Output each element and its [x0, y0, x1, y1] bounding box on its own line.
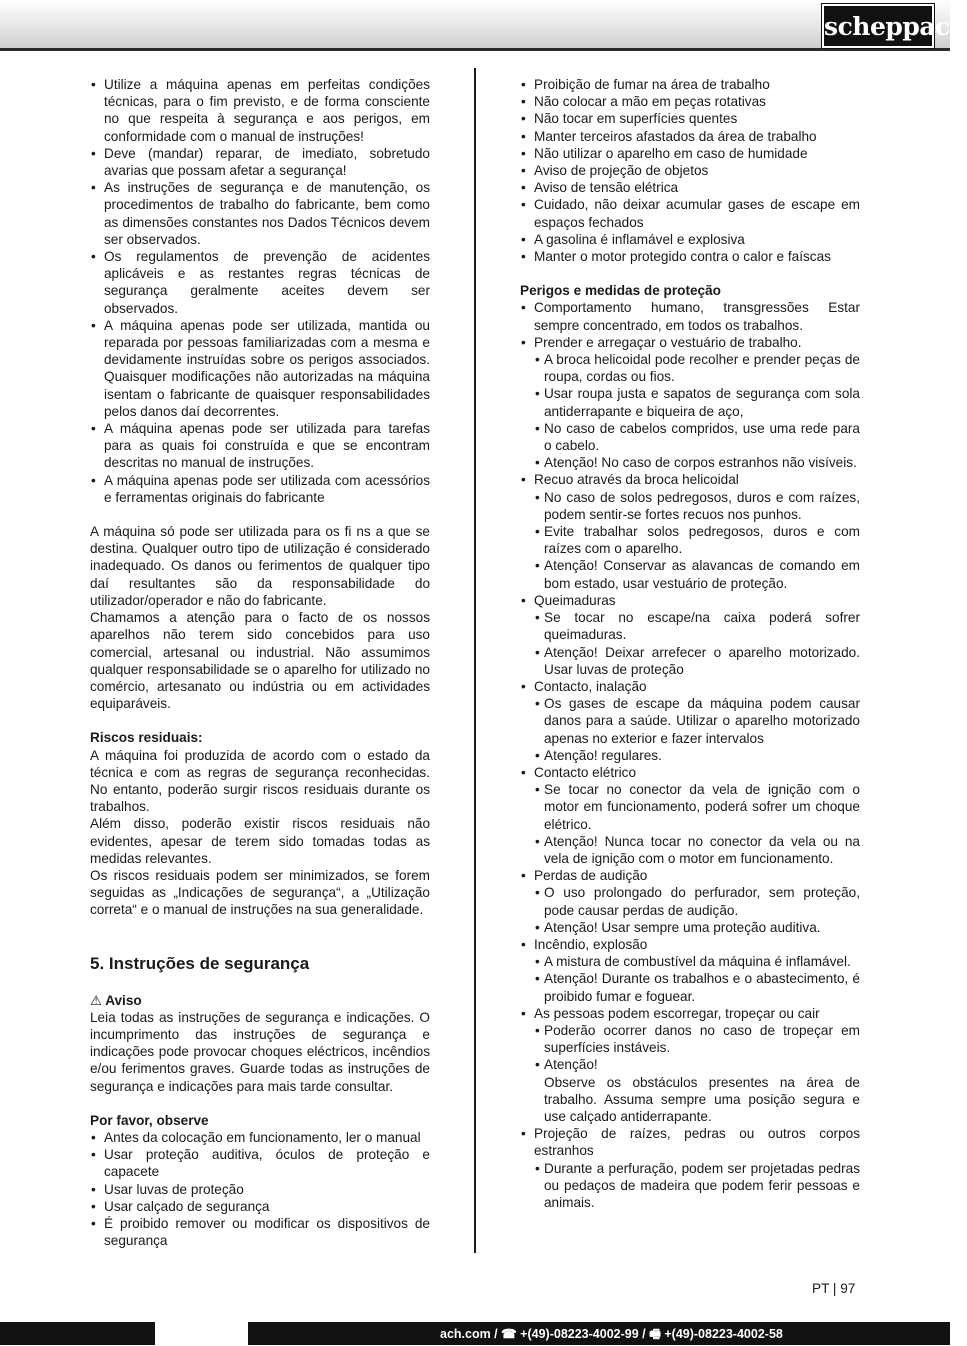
- observe-bullet-list: [90, 1129, 430, 1249]
- footer-gap: [155, 1322, 248, 1345]
- warning-triangle-icon: ⚠: [90, 992, 103, 1008]
- hazard-item: [520, 678, 860, 764]
- hazard-item: [520, 936, 860, 1005]
- hazard-measure: • Se tocar no escape/na caixa poderá sofrer queimaduras.: [534, 609, 860, 643]
- hazard-label: Contacto, inalação: [534, 678, 647, 694]
- list-item: • É proibido remover ou modificar os dispositivos de segurança: [90, 1215, 430, 1249]
- list-item: • Os regulamentos de prevenção de acidentes aplicáveis e as restantes regras técnicas de segurança geralmente aceites devem ser observados.: [90, 248, 430, 317]
- hazard-measure: • O uso prolongado do perfurador, sem proteção, pode causar perdas de audição.: [534, 884, 860, 918]
- residual-risks-heading: Riscos residuais:: [90, 730, 203, 746]
- commercial-use-paragraph: Chamamos a atenção para o facto de os nossos aparelhos não terem sido concebidos para uso comercial, artesanal ou industrial. Não assumimos qualquer responsabilidade se o aparelho for utilizado no comércio, artesanato ou indústria ou em actividades equiparáveis.: [90, 610, 430, 712]
- list-item: • Usar proteção auditiva, óculos de proteção e capacete: [90, 1146, 430, 1180]
- hazard-measure: • No caso de cabelos compridos, use uma rede para o cabelo.: [534, 420, 860, 454]
- hazard-label: Perdas de audição: [534, 868, 648, 884]
- hazard-item: [520, 764, 860, 867]
- list-item: • Não tocar em superfícies quentes: [520, 110, 860, 127]
- hazard-item: [520, 1005, 860, 1125]
- list-item: • Manter terceiros afastados da área de trabalho: [520, 128, 860, 145]
- hazard-measure: • No caso de solos pedregosos, duros e com raízes, podem sentir-se fortes recuos nos punhos.: [534, 489, 860, 523]
- hazard-label: Prender e arregaçar o vestuário de trabalho.: [534, 334, 802, 350]
- list-item: • Não colocar a mão em peças rotativas: [520, 93, 860, 110]
- warning-heading-label: Aviso: [105, 992, 142, 1008]
- header-bar: [0, 0, 950, 48]
- list-item: • Cuidado, não deixar acumular gases de escape em espaços fechados: [520, 196, 860, 230]
- header-rule: [0, 48, 950, 51]
- symbol-explanation-list: [520, 76, 860, 265]
- residual-risks-paragraph-1: A máquina foi produzida de acordo com o estado da técnica e com as regras de segurança reconhecidas. No entanto, poderão surgir riscos residuais durante os trabalhos.: [90, 747, 430, 815]
- left-column: [90, 76, 430, 1249]
- hazard-item: [520, 471, 860, 591]
- hazards-list: [520, 299, 860, 1211]
- hazard-measure: • Atenção! Nunca tocar no conector da vela ou na vela de ignição com o motor em funcionamento.: [534, 833, 860, 867]
- hazard-measure: • Durante a perfuração, podem ser projetadas pedras ou pedaços de madeira que podem ferir pessoas e animais.: [534, 1160, 860, 1212]
- hazard-label: Incêndio, explosão: [534, 936, 648, 952]
- hazard-label: Projeção de raízes, pedras ou outros corpos estranhos: [534, 1126, 860, 1159]
- warning-heading: [90, 992, 430, 1009]
- footer-contact: ach.com / ☎ +(49)-08223-4002-99 / 🖷 +(49)-08223-4002-58: [440, 1327, 783, 1341]
- warning-paragraph: Leia todas as instruções de segurança e indicações. O incumprimento das instruções de segurança e indicações pode provocar choques eléctricos, incêndios e/ou ferimentos graves. Guarde todas as instruções de segurança e indicações para mais tarde consultar.: [90, 1009, 430, 1094]
- hazard-item: [520, 1125, 860, 1211]
- list-item: • Usar calçado de segurança: [90, 1198, 430, 1215]
- hazard-measure: • Os gases de escape da máquina podem causar danos para a saúde. Utilizar o aparelho motorizado apenas no exterior e fazer intervalos: [534, 695, 860, 747]
- hazard-measure: • Atenção! Conservar as alavancas de comando em bom estado, usar vestuário de proteção.: [534, 557, 860, 591]
- hazard-label: Recuo através da broca helicoidal: [534, 472, 739, 488]
- hazard-measures-list: [534, 609, 860, 678]
- hazard-measures-list: [534, 1160, 860, 1212]
- hazard-measure: • Atenção! Deixar arrefecer o aparelho motorizado. Usar luvas de proteção: [534, 644, 860, 678]
- list-item: • A máquina apenas pode ser utilizada com acessórios e ferramentas originais do fabricante: [90, 472, 430, 506]
- list-item: • A máquina apenas pode ser utilizada, mantida ou reparada por pessoas familiarizadas com a mesma e devidamente instruídas sobre os perigos associados. Quaisquer modificações não autorizadas na máquina isentam o fabricante de quaisquer responsabilidades pelos danos daí decorrentes.: [90, 317, 430, 420]
- hazard-measures-list: [534, 884, 860, 936]
- column-divider: [474, 68, 476, 1253]
- hazard-label: Contacto elétrico: [534, 764, 637, 780]
- hazard-measures-list: [534, 953, 860, 1005]
- hazard-measure: • Se tocar no conector da vela de ignição com o motor em funcionamento, poderá sofrer um choque elétrico.: [534, 781, 860, 833]
- hazard-label: Comportamento humano, transgressões Estar sempre concentrado, em todos os trabalhos.: [534, 300, 860, 333]
- hazard-measures-list: [534, 781, 860, 867]
- list-item: • Deve (mandar) reparar, de imediato, sobretudo avarias que possam afetar a segurança!: [90, 145, 430, 179]
- hazard-label: As pessoas podem escorregar, tropeçar ou cair: [534, 1005, 820, 1021]
- hazards-heading: Perigos e medidas de proteção: [520, 283, 721, 299]
- hazard-measures-list: [534, 351, 860, 471]
- hazard-item: [520, 592, 860, 678]
- brand-logo: scheppach: [822, 4, 934, 48]
- page-number: PT | 97: [812, 1281, 856, 1296]
- list-item: • Manter o motor protegido contra o calor e faíscas: [520, 248, 860, 265]
- list-item: • Utilize a máquina apenas em perfeitas condições técnicas, para o fim previsto, e de forma consciente no que respeita à segurança e aos perigos, em conformidade com o manual de instruções!: [90, 76, 430, 145]
- hazard-measure: • Usar roupa justa e sapatos de segurança com sola antiderrapante e biqueira de aço,: [534, 385, 860, 419]
- hazard-measure: • Atenção! No caso de corpos estranhos não visíveis.: [534, 454, 860, 471]
- list-item: • Aviso de tensão elétrica: [520, 179, 860, 196]
- list-item: • As instruções de segurança e de manutenção, os procedimentos de trabalho do fabricante, bem como as dimensões constantes nos Dados Técnicos devem ser observados.: [90, 179, 430, 248]
- list-item: • Aviso de projeção de objetos: [520, 162, 860, 179]
- hazard-measure: • A mistura de combustível da máquina é inflamável.: [534, 953, 860, 970]
- hazard-measure: • Atenção! Observe os obstáculos presentes na área de trabalho. Assuma sempre uma posição segura e use calçado antiderrapante.: [534, 1056, 860, 1125]
- hazard-measures-list: [534, 1022, 860, 1125]
- list-item: • Usar luvas de proteção: [90, 1181, 430, 1198]
- list-item: • Antes da colocação em funcionamento, ler o manual: [90, 1129, 430, 1146]
- hazard-measure: • Atenção! Durante os trabalhos e o abastecimento, é proibido fumar e foguear.: [534, 970, 860, 1004]
- hazard-measure: • Atenção! regulares.: [534, 747, 860, 764]
- hazard-measure: • Evite trabalhar solos pedregosos, duros e com raízes com o aparelho.: [534, 523, 860, 557]
- right-column: [520, 76, 860, 1211]
- hazard-item: [520, 867, 860, 936]
- intended-use-paragraph: A máquina só pode ser utilizada para os fi ns a que se destina. Qualquer outro tipo de utilização é considerado inadequado. Os danos ou ferimentos de qualquer tipo daí resultantes são da responsabilidade do utilizador/operador e não do fabricante.: [90, 524, 430, 608]
- list-item: • A máquina apenas pode ser utilizada para tarefas para as quais foi construída e que se encontram descritas no manual de instruções.: [90, 420, 430, 472]
- hazard-measure: • A broca helicoidal pode recolher e prender peças de roupa, cordas ou fios.: [534, 351, 860, 385]
- list-item: • Proibição de fumar na área de trabalho: [520, 76, 860, 93]
- residual-risks-paragraph-3: Os riscos residuais podem ser minimizados, se forem seguidas as „Indicações de segurança“, a „Utilização correta“ e o manual de instruções na sua generalidade.: [90, 867, 430, 918]
- hazard-item: [520, 334, 860, 472]
- hazard-measure: • Atenção! Usar sempre uma proteção auditiva.: [534, 919, 860, 936]
- list-item: • Não utilizar o aparelho em caso de humidade: [520, 145, 860, 162]
- observe-heading: Por favor, observe: [90, 1112, 209, 1128]
- list-item: • A gasolina é inflamável e explosiva: [520, 231, 860, 248]
- section-title: 5. Instruções de segurança: [90, 953, 310, 973]
- hazard-measures-list: [534, 695, 860, 764]
- intro-bullet-list: [90, 76, 430, 506]
- hazard-measure: • Poderão ocorrer danos no caso de tropeçar em superfícies instáveis.: [534, 1022, 860, 1056]
- hazard-item: [520, 299, 860, 333]
- residual-risks-paragraph-2: Além disso, poderão existir riscos residuais não evidentes, apesar de terem sido tomadas todas as medidas relevantes.: [90, 816, 430, 866]
- hazard-label: Queimaduras: [534, 592, 616, 608]
- hazard-measures-list: [534, 489, 860, 592]
